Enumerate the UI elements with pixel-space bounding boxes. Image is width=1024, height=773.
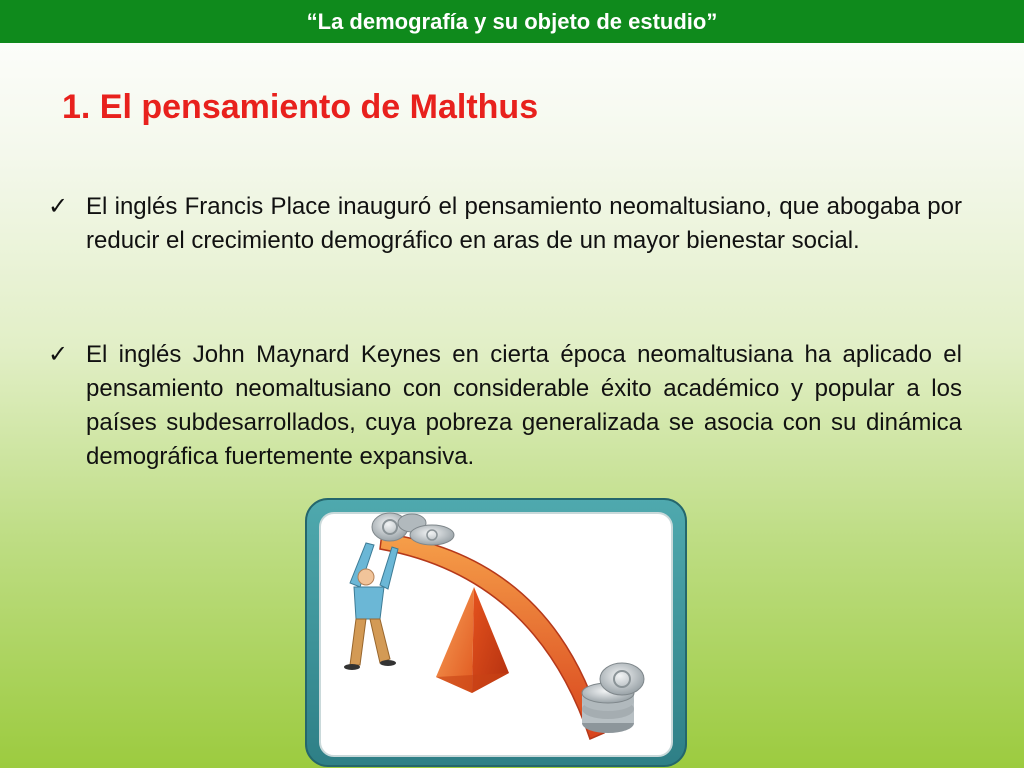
balance-coins-illustration — [304, 497, 688, 768]
header-bar — [0, 0, 1024, 43]
check-icon: ✓ — [48, 193, 69, 220]
bullet-item — [48, 190, 962, 258]
bullet-text: El inglés Francis Place inauguró el pensamiento neomaltusiano, que abogaba por reducir el crecimiento demográfico en aras de un mayor bienestar social. — [86, 193, 962, 254]
check-icon: ✓ — [48, 341, 69, 368]
bullet-item — [48, 338, 962, 474]
illustration-svg — [304, 497, 688, 768]
slide-title: 1. El pensamiento de Malthus — [62, 88, 539, 126]
bullet-text: El inglés John Maynard Keynes en cierta época neomaltusiana ha aplicado el pensamiento neomaltusiano con considerable éxito académico y popular a los países subdesarrollados, cuya pobreza generalizada se asocia con su dinámica demográfica fuertemente expansiva. — [86, 341, 962, 470]
header-title: “La demografía y su objeto de estudio” — [306, 9, 718, 34]
